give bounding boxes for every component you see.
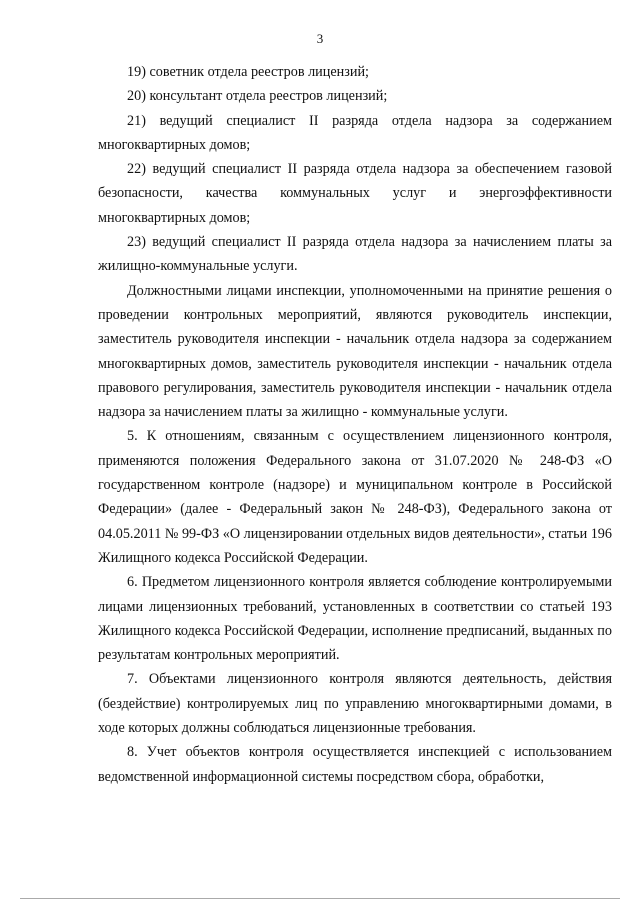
list-item-20: 20) консультант отдела реестров лицензий;: [127, 88, 388, 105]
page-bottom-rule: [20, 898, 620, 899]
list-item-21: 21) ведущий специалист II разряда отдела надзора за содержанием многоквартирных домов;: [98, 112, 612, 153]
section-6-paragraph: 6. Предметом лицензионного контроля является соблюдение контролируемыми лицами лицензионных требований, установленных в соответствии со статьей 193 Жилищного кодекса Российской Федерации, исполнение предписаний, выданных по результатам контрольных мероприятий.: [98, 574, 612, 664]
list-item-23: 23) ведущий специалист II разряда отдела надзора за начислением платы за жилищно-коммунальные услуги.: [98, 234, 612, 275]
section-8-paragraph: 8. Учет объектов контроля осуществляется инспекцией с использованием ведомственной информационной системы посредством сбора, обработки,: [98, 744, 612, 785]
officials-paragraph: Должностными лицами инспекции, уполномоченными на принятие решения о проведении контрольных мероприятий, являются руководитель инспекции, заместитель руководителя инспекции - начальник отдела надзора за содержанием многоквартирных домов, заместитель руководителя инспекции - начальник отдела правового регулирования, заместитель руководителя инспекции - начальник отдела надзора за начислением платы за жилищно - коммунальные услуги.: [98, 282, 612, 421]
list-item-22: 22) ведущий специалист II разряда отдела надзора за обеспечением газовой безопасности, качества коммунальных услуг и энергоэффективности многоквартирных домов;: [98, 161, 612, 226]
section-7-paragraph: 7. Объектами лицензионного контроля являются деятельность, действия (бездействие) контролируемых лиц по управлению многоквартирными домами, в ходе которых должны соблюдаться лицензионные требования.: [98, 671, 612, 737]
document-body: [98, 60, 612, 789]
list-item-19: 19) советник отдела реестров лицензий;: [127, 64, 369, 80]
page-number: 3: [316, 31, 324, 46]
section-5-paragraph: 5. К отношениям, связанным с осуществлением лицензионного контроля, применяются положения Федерального закона от 31.07.2020 № 248-ФЗ «О государственном контроле (надзоре) и муниципальном контроле в Российской Федерации» (далее - Федеральный закон № 248-ФЗ), Федерального закона от 04.05.2011 № 99-ФЗ «О лицензировании отдельных видов деятельности», статьи 196 Жилищного кодекса Российской Федерации.: [98, 428, 612, 566]
